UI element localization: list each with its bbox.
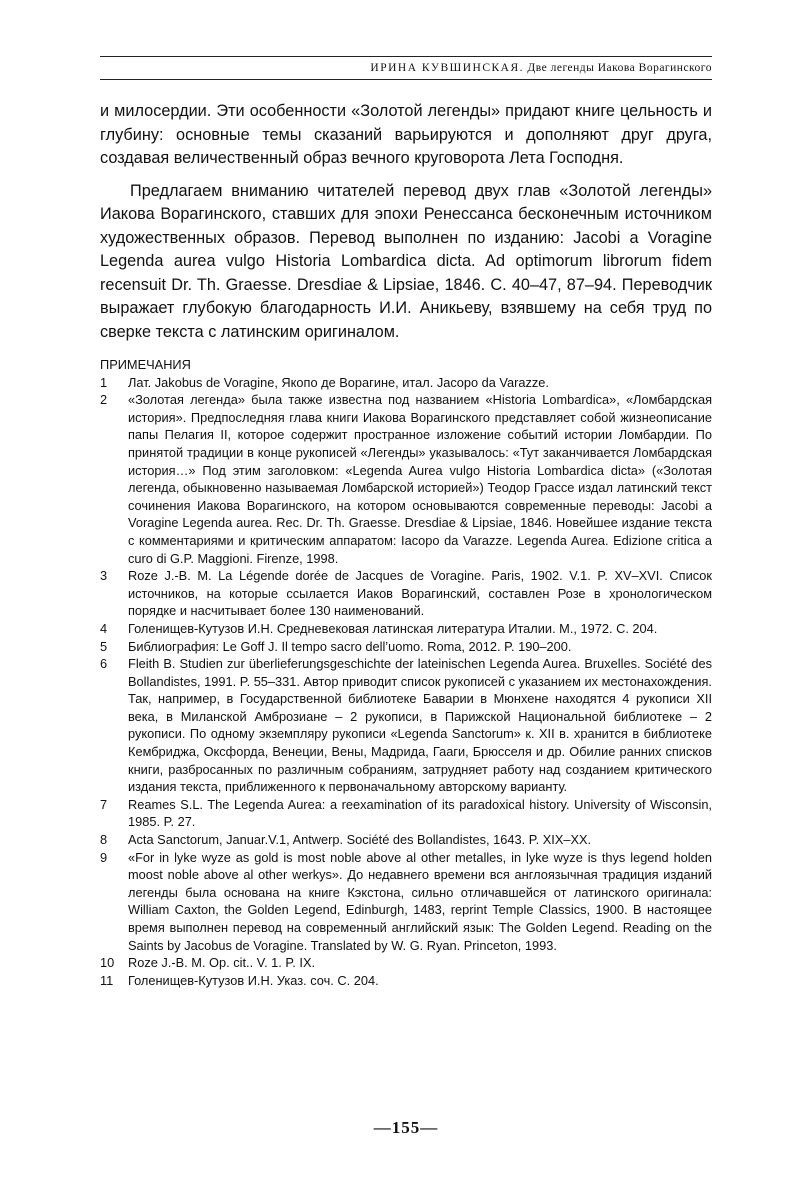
note-item — [100, 620, 712, 638]
note-number: 10 — [100, 955, 115, 971]
main-text — [100, 100, 712, 344]
paragraph: Предлагаем вниманию читателей перевод двух глав «Золотой легенды» Иакова Ворагинского, ставших для эпохи Ренессанса бесконечным источником художественных образов. Перевод выполнен по изданию: Jacobi a Voragine Legenda aurea vulgo Historia Lombardica dicta. Ad optimorum librorum fidem recensuit Dr. Th. Graesse. Dresdiae & Lipsiae, 1846. С. 40–47, 87–94. Переводчик выражает глубокую благодарность И.И. Аникьеву, взявшему на себя труд по сверке текста с латинским оригиналом. — [100, 181, 712, 341]
note-item — [100, 391, 712, 567]
note-number: 1 — [100, 374, 108, 390]
notes-heading: ПРИМЕЧАНИЯ — [100, 357, 191, 372]
note-number: 4 — [100, 620, 108, 636]
note-item — [100, 638, 712, 656]
note-item — [100, 567, 712, 620]
note-number: 7 — [100, 796, 108, 812]
note-number: 11 — [100, 972, 114, 988]
notes-section — [100, 356, 712, 989]
note-text: Голенищев-Кутузов И.Н. Средневековая латинская литература Италии. М., 1972. С. 204. — [128, 620, 658, 636]
note-text: Roze J.-B. M. La Légende dorée de Jacques de Voragine. Paris, 1902. V.1. P. XV–XVI. Список источников, на которые ссылается Иаков Ворагинский, составлен Розе в хронологическом порядке и насчитывает более 130 наименований. — [128, 568, 712, 619]
header-author: ИРИНА КУВШИНСКАЯ. — [370, 62, 525, 74]
running-header — [100, 56, 712, 80]
note-text: Reames S.L. The Legenda Aurea: a reexamination of its paradoxical history. University of Wisconsin, 1985. P. 27. — [128, 796, 712, 830]
note-number: 2 — [100, 392, 108, 408]
note-item — [100, 849, 712, 955]
note-number: 6 — [100, 656, 108, 672]
page-number: —155— — [373, 1118, 439, 1137]
note-item — [100, 796, 712, 831]
note-number: 3 — [100, 568, 108, 584]
note-text: Roze J.-B. M. Op. cit.. V. 1. P. IX. — [128, 955, 316, 971]
note-text: Acta Sanctorum, Januar.V.1, Antwerp. Société des Bollandistes, 1643. P. XIX–XX. — [128, 832, 592, 848]
note-item — [100, 655, 712, 796]
note-item — [100, 954, 712, 972]
note-text: «For in lyke wyze as gold is most noble above al other metalles, in lyke wyze is thys legend holden moost noble above al other werkys». До недавнего времени вся англоязычная традиция изданий легенды была основана на книге Кэкстона, сильно отличавшейся от латинского оригинала: William Caxton, the Golden Legend, Edinburgh, 1483, reprint Temple Classics, 1900. В настоящее время выполнен перевод на современный английский язык: The Golden Legend. Reading on the Saints by Jacobus de Voragine. Translated by W. G. Ryan. Princeton, 1993. — [128, 849, 712, 953]
paragraph: и милосердии. Эти особенности «Золотой легенды» придают книге цельность и глубину: основные темы сказаний варьируются и дополняют друг друга, создавая величественный образ вечного круговорота Лета Господня. — [100, 102, 712, 167]
note-number: 8 — [100, 832, 108, 848]
note-text: «Золотая легенда» была также известна под названием «Historia Lombardica», «Ломбардская история». Предпоследняя глава книги Иакова Ворагинского представляет собой жизнеописание папы Пелагия II, которое содержит пространное изложение событий истории Ломбардии. По принятой традиции в конце рукописей «Легенды» указывалось: «Тут заканчивается Ломбардская история…» Под этим заголовком: «Legenda Aurea vulgo Historia Lombardica dicta» («Золотая легенда, обыкновенно называемая Ломбарской историей») Теодор Грассе издал латинский текст сочинения Иакова Ворагинского, на котором основываются современные переводы: Jacobi a Voragine Legenda aurea. Rec. Dr. Th. Graesse. Dresdiae & Lipsiae, 1846. Новейшее издание текста с комментариями и критическим аппаратом: Iacopo da Varazze. Legenda Aurea. Edizione critica a curo di G.P. Maggioni. Firenze, 1998. — [128, 392, 712, 566]
note-item — [100, 374, 712, 392]
note-text: Библиография: Le Goff J. Il tempo sacro dell’uomo. Roma, 2012. P. 190–200. — [128, 638, 572, 654]
note-number: 9 — [100, 849, 108, 865]
header-title: Две легенды Иакова Ворагинского — [527, 62, 712, 74]
note-text: Голенищев-Кутузов И.Н. Указ. соч. С. 204. — [128, 972, 379, 988]
note-item — [100, 972, 712, 990]
note-text: Fleith B. Studien zur überlieferungsgeschichte der lateinischen Legenda Aurea. Bruxelles. Société des Bollandistes, 1991. P. 55–331. Автор приводит список рукописей с указанием их местонахождения. Так, например, в Государственной библиотеке Баварии в Мюнхене находятся 4 рукописи XII века, в Миланской Амброзиане – 2 рукописи, в Парижской Национальной библиотеке – 2 рукописи. По одному экземпляру рукописи «Legenda Sanctorum» к. XII в. хранится в библиотеке Кембриджа, Оксфорда, Венеции, Вены, Мадрида, Гааги, Брюсселя и др. Обилие ранних списков книги, разбросанных по различным собраниям, затрудняет работу над созданием критического издания текста, приближенного к первоначальному авторскому варианту. — [128, 656, 712, 795]
note-text: Лат. Jakobus de Voragine, Якопо де Ворагине, итал. Jacopo da Varazze. — [128, 374, 549, 390]
note-number: 5 — [100, 638, 108, 654]
note-item — [100, 831, 712, 849]
